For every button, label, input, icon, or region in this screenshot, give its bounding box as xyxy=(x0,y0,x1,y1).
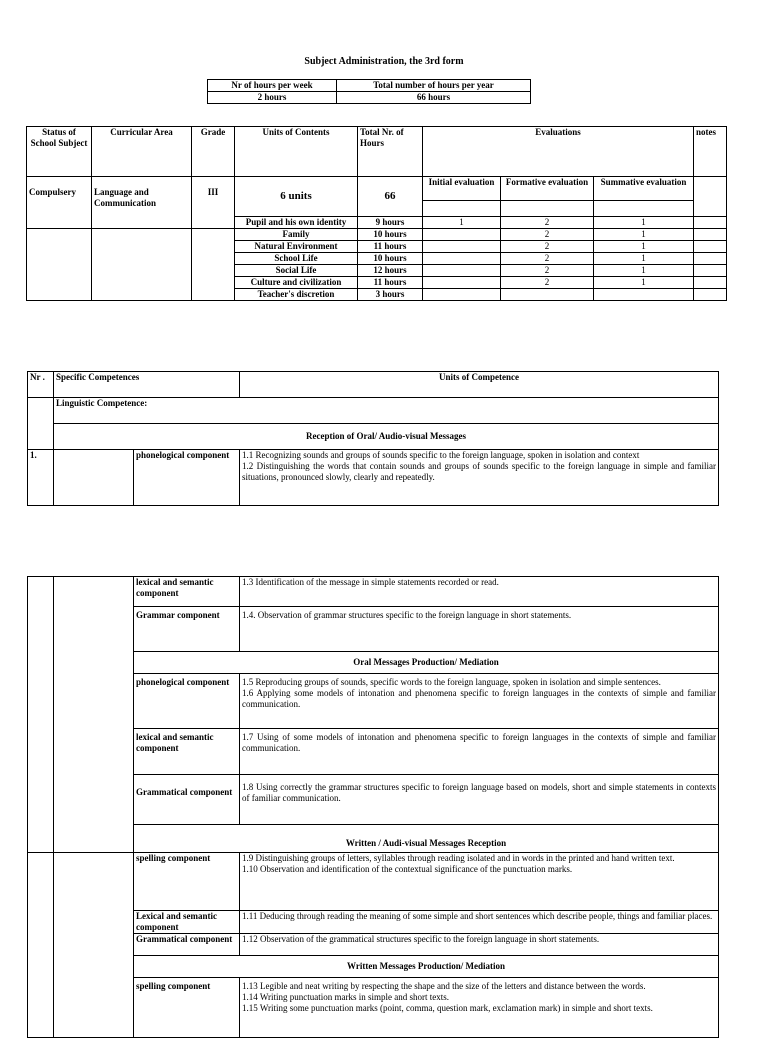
hours-year-value: 66 hours xyxy=(337,92,531,104)
competences-table-1 xyxy=(27,371,719,450)
units-count-cell: 6 units xyxy=(235,177,358,217)
unit-row-notes xyxy=(694,253,727,265)
formative-eval-header: Formative evaluation xyxy=(501,177,594,201)
competence-nr: 1. xyxy=(28,450,54,506)
unit-row-hours: 12 hours xyxy=(358,265,423,277)
unit-row-summative: 1 xyxy=(594,265,694,277)
unit-row-name: Teacher's discretion xyxy=(235,289,358,301)
unit-row-initial xyxy=(423,241,501,253)
component-label: spelling component xyxy=(134,853,240,911)
unit-row-name: Culture and civilization xyxy=(235,277,358,289)
unit-row-notes xyxy=(694,241,727,253)
unit-row-initial xyxy=(423,229,501,241)
unit-row-hours: 9 hours xyxy=(358,217,423,229)
empty-cell xyxy=(423,201,501,217)
hours-week-header: Nr of hours per week xyxy=(208,80,337,92)
component-label: lexical and semantic component xyxy=(134,729,240,775)
section-heading: Written / Audi-visual Messages Reception xyxy=(134,825,719,853)
competence-text: 1.11 Deducing through reading the meaning of some simple and short sentences which describe people, things and familiar places. xyxy=(240,911,719,934)
component-label: lexical and semantic component xyxy=(134,577,240,607)
hours-week-value: 2 hours xyxy=(208,92,337,104)
unit-row-formative: 2 xyxy=(501,265,594,277)
linguistic-competence-label: Linguistic Competence: xyxy=(54,398,719,424)
competence-text: 1.1 Recognizing sounds and groups of sounds specific to the foreign language, spoken in isolation and context 1.2 Distinguishing the words that contain sounds and groups of sounds specific to the foreign language in simple and familiar situations, pronounced slowly, clearly and repeatedly. xyxy=(240,450,719,506)
unit-row-name: Family xyxy=(235,229,358,241)
unit-row-formative: 2 xyxy=(501,277,594,289)
component-label: Lexical and semantic component xyxy=(134,911,240,934)
component-label: spelling component xyxy=(134,978,240,1038)
component-label: phonelogical component xyxy=(134,450,240,506)
unit-row-summative: 1 xyxy=(594,241,694,253)
notes-header: notes xyxy=(694,127,727,177)
hours-year-header: Total number of hours per year xyxy=(337,80,531,92)
unit-row-formative: 2 xyxy=(501,241,594,253)
unit-row-summative: 1 xyxy=(594,217,694,229)
competence-text: 1.5 Reproducing groups of sounds, specific words to the foreign language, spoken in isolation and simple sentences. 1.6 Applying some models of intonation and phenomena specific to foreign languages in the contexts of simple and familiar communication. xyxy=(240,674,719,729)
unit-row-summative: 1 xyxy=(594,253,694,265)
unit-row-hours: 10 hours xyxy=(358,253,423,265)
section-heading: Written Messages Production/ Mediation xyxy=(134,956,719,978)
empty-cell xyxy=(192,229,235,301)
empty-cell xyxy=(594,201,694,217)
nr-header: Nr . xyxy=(28,372,54,398)
unit-row-name: Pupil and his own identity xyxy=(235,217,358,229)
component-label: Grammatical component xyxy=(134,775,240,825)
unit-row-summative: 1 xyxy=(594,277,694,289)
unit-row-notes xyxy=(694,289,727,301)
area-cell: Language and Communication xyxy=(92,177,192,229)
empty-cell xyxy=(27,229,92,301)
unit-row-notes xyxy=(694,265,727,277)
empty-cell xyxy=(54,450,134,506)
competence-text: 1.12 Observation of the grammatical structures specific to the foreign language in short statements. xyxy=(240,934,719,956)
unit-row-notes xyxy=(694,217,727,229)
competence-text: 1.7 Using of some models of intonation and phenomena specific to foreign languages in the contexts of simple and familiar communication. xyxy=(240,729,719,775)
component-label: Grammatical component xyxy=(134,934,240,956)
empty-cell xyxy=(28,577,54,853)
unit-row-hours: 11 hours xyxy=(358,241,423,253)
initial-eval-header: Initial evaluation xyxy=(423,177,501,201)
competences-table-1b xyxy=(27,449,719,506)
competence-text: 1.9 Distinguishing groups of letters, syllables through reading isolated and in words in the printed and hand written text. 1.10 Observation and identification of the contextual significance of the punctuation marks. xyxy=(240,853,719,911)
summative-eval-header: Summative evaluation xyxy=(594,177,694,201)
unit-row-formative: 2 xyxy=(501,229,594,241)
unit-row-summative: 1 xyxy=(594,229,694,241)
unit-row-initial xyxy=(423,253,501,265)
competence-text: 1.13 Legible and neat writing by respecting the shape and the size of the letters and distance between the words. 1.14 Writing punctuation marks in simple and short texts. 1.15 Writing some punctuation marks (point, comma, question mark, exclamation mark) in simple and short texts. xyxy=(240,978,719,1038)
unit-row-hours: 3 hours xyxy=(358,289,423,301)
empty-cell xyxy=(54,853,134,1038)
component-label: Grammar component xyxy=(134,607,240,652)
unit-row-initial: 1 xyxy=(423,217,501,229)
competence-text: 1.3 Identification of the message in simple statements recorded or read. xyxy=(240,577,719,607)
grade-header: Grade xyxy=(192,127,235,177)
unit-row-notes xyxy=(694,277,727,289)
section-heading: Oral Messages Production/ Mediation xyxy=(134,652,719,674)
empty-cell xyxy=(92,229,192,301)
unit-row-name: Social Life xyxy=(235,265,358,277)
unit-row-initial xyxy=(423,265,501,277)
empty-cell xyxy=(28,398,54,450)
empty-cell xyxy=(28,853,54,1038)
grade-cell: III xyxy=(192,177,235,229)
component-label: phonelogical component xyxy=(134,674,240,729)
status-cell: Compulsery xyxy=(27,177,92,229)
unit-row-name: Natural Environment xyxy=(235,241,358,253)
evaluations-header: Evaluations xyxy=(423,127,694,177)
unit-row-hours: 10 hours xyxy=(358,229,423,241)
unit-row-hours: 11 hours xyxy=(358,277,423,289)
competences-table-2 xyxy=(27,576,719,853)
units-header: Units of Contents xyxy=(235,127,358,177)
unit-row-initial xyxy=(423,277,501,289)
competence-text: 1.4. Observation of grammar structures specific to the foreign language in short statements. xyxy=(240,607,719,652)
total-header: Total Nr. of Hours xyxy=(358,127,423,177)
specific-competences-header: Specific Competences xyxy=(54,372,240,398)
unit-row-formative xyxy=(501,289,594,301)
status-header: Status of School Subject xyxy=(27,127,92,177)
unit-row-formative: 2 xyxy=(501,217,594,229)
units-of-competence-header: Units of Competence xyxy=(240,372,719,398)
unit-row-initial xyxy=(423,289,501,301)
unit-row-notes xyxy=(694,229,727,241)
unit-row-formative: 2 xyxy=(501,253,594,265)
unit-row-name: School Life xyxy=(235,253,358,265)
competences-table-3 xyxy=(27,852,719,1038)
admin-table xyxy=(26,126,727,301)
empty-cell xyxy=(501,201,594,217)
section-heading: Reception of Oral/ Audio-visual Messages xyxy=(54,424,719,450)
hours-table xyxy=(207,79,531,104)
notes-cell xyxy=(694,177,727,217)
unit-row-summative xyxy=(594,289,694,301)
area-header: Curricular Area xyxy=(92,127,192,177)
total-hours-cell: 66 xyxy=(358,177,423,217)
page-title: Subject Administration, the 3rd form xyxy=(304,56,464,67)
competence-text: 1.8 Using correctly the grammar structures specific to foreign language based on models, short and simple statements in contexts of familiar communication. xyxy=(240,775,719,825)
empty-cell xyxy=(54,577,134,853)
